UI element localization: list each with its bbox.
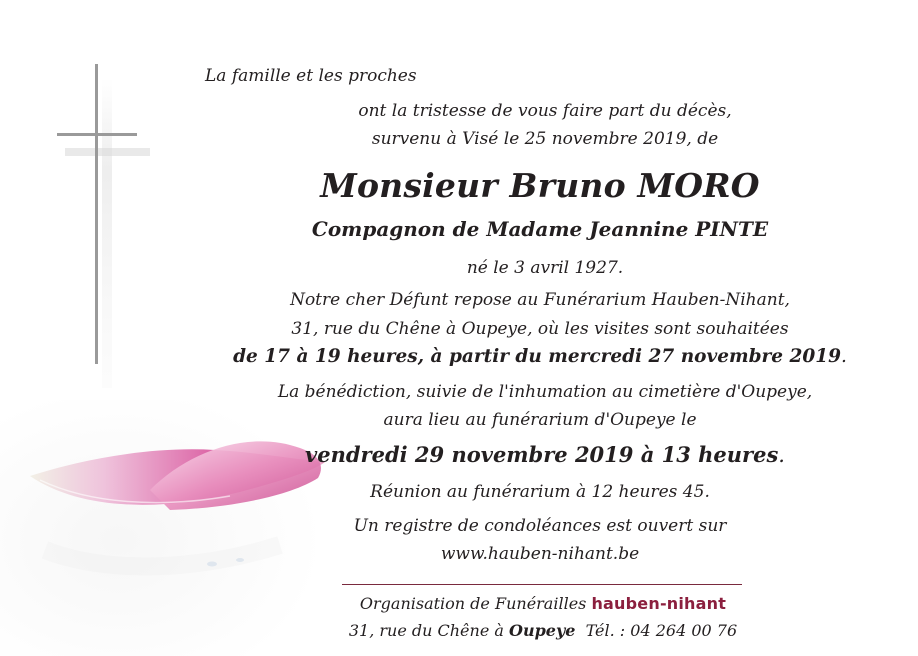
birth-date: né le 3 avril 1927. [466, 258, 624, 278]
address-city: Oupeye [509, 621, 576, 640]
visits-hours-text: de 17 à 19 heures, à partir du mercredi 27 novembre 2019 [233, 346, 841, 367]
visits-hours [190, 346, 890, 367]
org-label: Organisation de Funérailles [359, 594, 587, 613]
visits-hours-end: . [840, 346, 847, 367]
brand-logo: hauben-nihant [591, 594, 727, 613]
website-link[interactable]: www.hauben-nihant.be [440, 544, 640, 564]
ceremony-line-1: La bénédiction, suivie de l'inhumation au cimetière d'Oupeye, [277, 382, 813, 402]
ceremony-datetime-end: . [778, 443, 785, 467]
ceremony-datetime-text: vendredi 29 novembre 2019 à 13 heures [305, 442, 779, 467]
intro-line-2: ont la tristesse de vous faire part du décès, [358, 101, 732, 121]
visits-line-2: 31, rue du Chêne à Oupeye, où les visites sont souhaitées [291, 319, 789, 339]
intro-line-3: survenu à Visé le 25 novembre 2019, de [371, 129, 719, 149]
footer-organisation [200, 594, 886, 613]
visits-line-1: Notre cher Défunt repose au Funérarium Hauben-Nihant, [290, 290, 790, 310]
condolences-line: Un registre de condoléances est ouvert sur [353, 516, 727, 536]
phone-number: Tél. : 04 264 00 76 [585, 621, 738, 640]
ceremony-line-2: aura lieu au funérarium d'Oupeye le [383, 410, 697, 430]
meeting-line: Réunion au funérarium à 12 heures 45. [370, 482, 710, 502]
footer-divider [342, 584, 742, 585]
deceased-name: Monsieur Bruno MORO [320, 166, 760, 205]
intro-line-1: La famille et les proches [205, 66, 417, 86]
address-prefix: 31, rue du Chêne à [348, 621, 504, 640]
companion-line: Compagnon de Madame Jeannine PINTE [311, 217, 769, 241]
ceremony-datetime [240, 442, 850, 467]
cross-icon [40, 58, 160, 398]
footer-address [200, 621, 886, 640]
